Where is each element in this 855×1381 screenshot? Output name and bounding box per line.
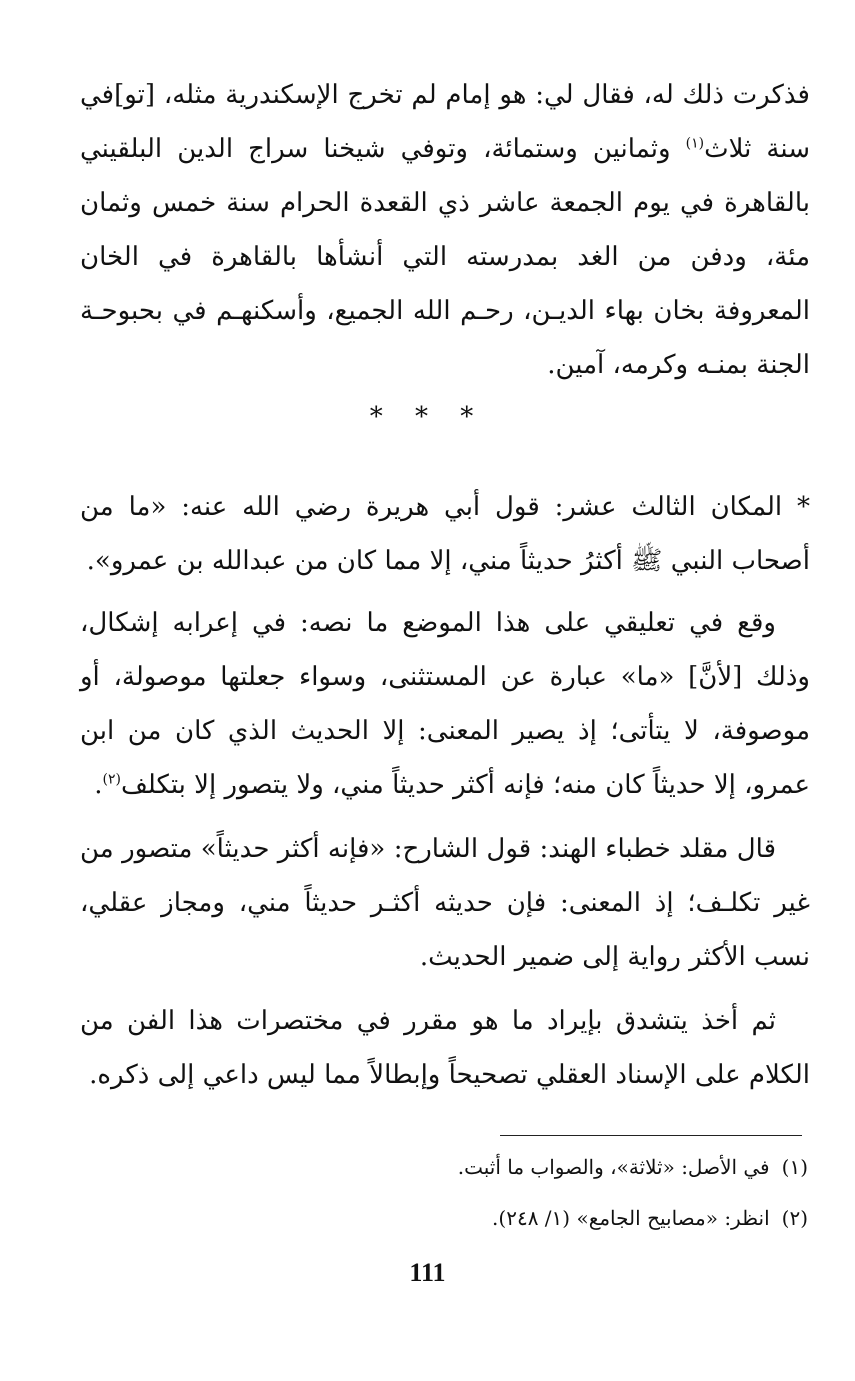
footnote-2 (80, 1203, 808, 1233)
footnote-2-number: (٢) (781, 1206, 808, 1230)
paragraph-1-text-start: فذكرت ذلك له، فقال لي: هو إمام لم تخرج الإسكندرية مثله، [تو]في سنة ثلاث (80, 80, 810, 164)
paragraph-4: قال مقلد خطباء الهند: قول الشارح: «فإنه أكثر حديثاً» متصور من غير تكلـف؛ إذ المعنى: فإن حديثه أكثـر حديثاً مني، ومجاز عقلي، نسب الأكثر رواية إلى ضمير الحديث. (80, 834, 810, 972)
paragraph-1-text-end: وثمانين وستمائة، وتوفي شيخنا سراج الدين البلقيني بالقاهرة في يوم الجمعة عاشر ذي القعدة الحرام سنة خمس وثمان مئة، ودفن من الغد بمدرسته التي أنشأها بالقاهرة في الخان المعروفة بخان بهاء الديـن، رحـم الله الجميع، وأسكنهـم في بحبوحـة الجنة بمنـه وكرمه، آمين. (80, 134, 810, 380)
section-separator: * * * (369, 402, 486, 432)
footnote-ref-2: (٢) (102, 771, 121, 788)
footnote-1 (80, 1152, 808, 1182)
footnote-ref-1: (١) (685, 135, 705, 152)
paragraph-3-text-start: وقع في تعليقي على هذا الموضع ما نصه: في إعرابه إشكال، وذلك [لأنَّ] «ما» عبارة عن المستثنى، وسواء جعلتها موصولة، أو موصوفة، لا يتأتى؛ إذ يصير المعنى: إلا الحديث الذي كان من ابن عمرو، إلا حديثاً كان منه؛ فإنه أكثر حديثاً مني، ولا يتصور إلا بتكلف (80, 608, 810, 800)
paragraph-2: * المكان الثالث عشر: قول أبي هريرة رضي الله عنه: «ما من أصحاب النبي ﷺ أكثرُ حديثاً مني، إلا مما كان من عبدالله بن عمرو». (80, 492, 810, 576)
footnote-1-number: (١) (781, 1155, 808, 1179)
paragraph-3-text-end: . (94, 770, 103, 800)
paragraph-3 (80, 596, 810, 812)
paragraph-5: ثم أخذ يتشدق بإيراد ما هو مقرر في مختصرات هذا الفن من الكلام على الإسناد العقلي تصحيحاً وإبطالاً مما ليس داعي إلى ذكره. (80, 1006, 810, 1090)
page-number: 111 (409, 1258, 446, 1287)
paragraph-1 (80, 68, 810, 392)
footnote-divider (500, 1135, 802, 1136)
footnote-1-text: في الأصل: «ثلاثة»، والصواب ما أثبت. (457, 1155, 770, 1179)
footnote-2-text: انظر: «مصابيح الجامع» (١/ ٢٤٨). (492, 1206, 770, 1230)
